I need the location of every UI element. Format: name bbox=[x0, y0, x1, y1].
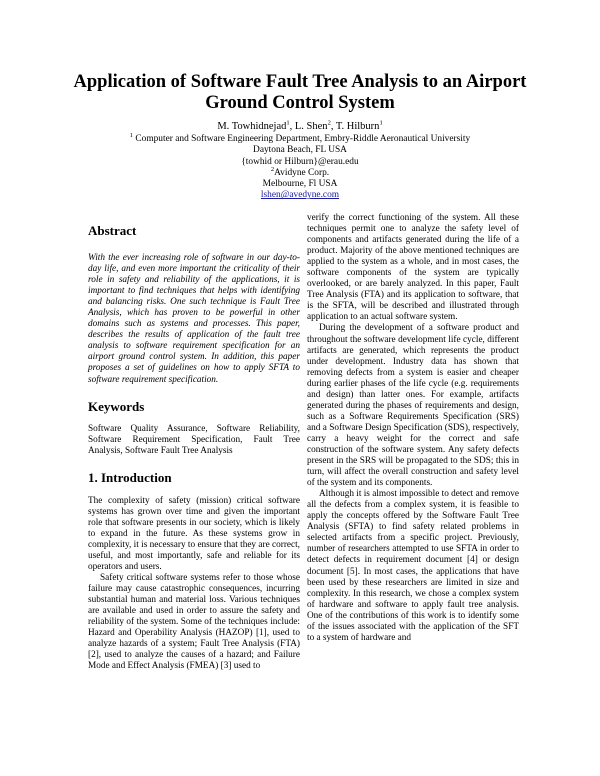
introduction-paragraph: The complexity of safety (mission) critical software systems has grown over time and given the important role that software presents in our society, which is likely to expand in the future. As these systems grow in complexity, it is necessary to ensure that they are correct, useful, and most importantly, safe and reliable for its operators and users. bbox=[88, 495, 300, 572]
right-column bbox=[307, 213, 519, 644]
affiliation-1-email: {towhid or Hilburn}@erau.edu bbox=[241, 156, 359, 167]
author-block bbox=[40, 120, 560, 202]
keywords-text: Software Quality Assurance, Software Reliability, Software Requirement Specification, Fault Tree Analysis, Software Fault Tree Analysis bbox=[88, 423, 300, 456]
author-name: M. Towhidnejad bbox=[217, 121, 287, 132]
author-affiliation-mark: 1 bbox=[379, 119, 383, 127]
affiliation-mark: 1 bbox=[129, 131, 134, 139]
paper-title: Application of Software Fault Tree Analysis to an Airport Ground Control System bbox=[73, 72, 527, 113]
left-column bbox=[88, 223, 300, 672]
affiliation-2-email-link[interactable]: lshen@avedyne.com bbox=[260, 190, 340, 201]
keywords-heading: Keywords bbox=[88, 398, 145, 414]
affiliation-2-city: Melbourne, Fl USA bbox=[262, 179, 338, 190]
author-affiliation-mark: 2 bbox=[327, 119, 331, 127]
abstract-heading: Abstract bbox=[88, 223, 137, 238]
affiliation-1-name: Computer and Software Engineering Department, Embry-Riddle Aeronautical University bbox=[135, 134, 471, 144]
affiliation-1-city: Daytona Beach, FL USA bbox=[253, 145, 347, 156]
affiliation-2 bbox=[40, 165, 560, 179]
introduction-paragraph: verify the correct functioning of the system. All these techniques permit one to analyze the safety level of components and artifacts generated during the life of a product. Majority of the above mentioned techniques are applied to the system as a whole, and in most cases, the software components of the system are typically overlooked, or are barely analyzed. In this paper, Fault Tree Analysis (FTA) and its application to software, that is the SFTA, will be described and illustrated through application to an actual software system. bbox=[307, 213, 519, 323]
abstract-text: With the ever increasing role of software in our day-to-day life, and even more important the criticality of their role in safety and reliability of the applications, it is important to find techniques that helps with identifying and balancing risks. One such technique is Fault Tree Analysis, which has proven to be powerful in other domains such as systems and processes. This paper, describes the results of application of the fault tree analysis to software requirement specification for an airport ground control system. In addition, this paper proposes a set of guidelines on how to apply SFTA to software requirement specification. bbox=[88, 253, 300, 385]
introduction-paragraph: Safety critical software systems refer to those whose failure may cause catastrophic consequences, incurring substantial human and material loss. Various techniques are available and used in order to assure the safety and reliability of the system. Some of the techniques include: Hazard and Operability Analysis (HAZOP) [1], used to analyze hazards of a system; Fault Tree Analysis (FTA) [2], used to analyze the causes of a hazard; and Failure Mode and Effect Analysis (FMEA) [3] used to bbox=[88, 573, 300, 672]
author-names: M. Towhidnejad$^1$, L. Shen$^2$, T. Hilburn$^1$ bbox=[217, 119, 383, 132]
introduction-paragraph: Although it is almost impossible to detect and remove all the defects from a complex system, it is feasible to apply the concepts offered by the Software Fault Tree Analysis (SFTA) to find safety related problems in selected artifacts from a specific project. Previously, number of researchers attempted to use SFTA in order to detect defects in requirement document [4] or design document [5]. In most cases, the applications that have been used by these researchers are limited in size and complexity. In this research, we chose a complex system of hardware and software to apply fault tree analysis. One of the contributions of this work is to identify some of the issues associated with the application of the SFT to a system of hardware and bbox=[307, 489, 519, 643]
affiliation-1 bbox=[40, 131, 560, 145]
author-name: T. Hilburn bbox=[335, 121, 380, 132]
introduction-heading: 1. Introduction bbox=[88, 469, 172, 485]
affiliation-mark: 2 bbox=[270, 165, 275, 173]
author-affiliation-mark: 1 bbox=[286, 119, 290, 127]
affiliation-2-name: Avidyne Corp. bbox=[274, 167, 330, 178]
introduction-paragraph: During the development of a software product and throughout the software development life cycle, different artifacts are generated, which represents the product under development. Industry data has shown that removing defects from a system is easier and cheaper during earlier phases of the life cycle (e.g. requirements and design) than latter ones. For example, artifacts generated during the phases of requirements and design, such as a Software Requirements Specification (SRS) and a Software Design Specification (SDS), respectively, carry a heavy weight for the correct and safe construction of the software system. Any safety defects present in the SRS will be propagated to the SDS; this in turn, will affect the overall construction and safety level of the system and its components. bbox=[307, 323, 519, 489]
author-name: L. Shen bbox=[294, 121, 328, 132]
